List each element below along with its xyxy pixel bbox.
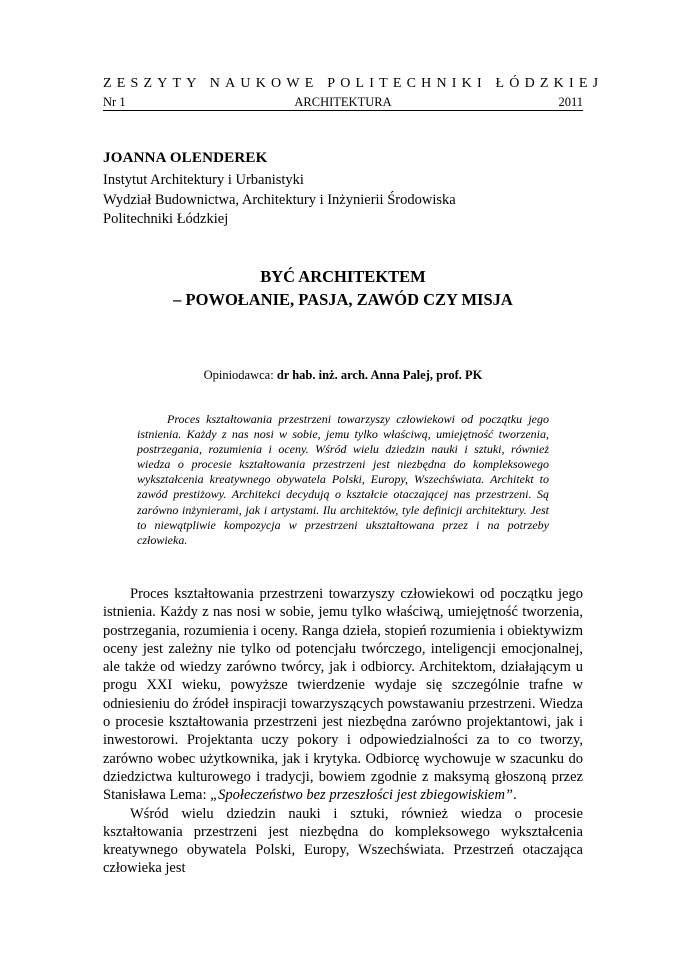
reviewer-label: Opiniodawca: xyxy=(203,368,277,382)
paragraph-text: Proces kształtowania przestrzeni towarzyszy człowiekowi od początku jego istnienia. Każdy z nas nosi w sobie, jemu tylko właściwą, umiejętność tworzenia, postrzegania, rozumienia i oceny. Ranga dzieła, stopień rozumienia i obiektywizm oceny jest zależny nie tylko od potencjału twórczego, inteligencji emocjonalnej, ale także od wiedzy zarówno twórcy, jak i odbiorcy. Architektom, działającym u progu XXI wieku, powyższe twierdzenie wydaje się szczególnie trafne w odniesieniu do źródeł inspiracji towarzyszących powstawaniu przestrzeni. Wiedza o procesie kształtowania przestrzeni jest niezbędna zarówno projektantowi, jak i inwestorowi. Projektanta uczy pokory i odpowiedzialności za to co tworzy, zarówno wobec użytkownika, jak i krytyka. Odbiorcę wychowuje w szacunku do dziedzictwa kulturowego i tradycji, bowiem zgodnie z maksymą głoszoną przez Stanisława Lema: xyxy=(103,586,583,804)
reviewer-name: dr hab. inż. arch. Anna Palej, prof. PK xyxy=(276,368,483,382)
journal-series-title: ZESZYTY NAUKOWE POLITECHNIKI ŁÓDZKIEJ xyxy=(103,76,604,91)
body-paragraph: Wśród wielu dziedzin nauki i sztuki, również wiedza o procesie kształtowania przestrzeni jest niezbędna do kompleksowego wykształcenia kreatywnego obywatela Polski, Europy, Wszechświata. Przestrzeń otaczająca człowieka jest xyxy=(103,805,583,877)
header-rule xyxy=(103,110,583,111)
paper-title-line: BYĆ ARCHITEKTEM xyxy=(260,267,426,286)
lem-quote: „Społeczeństwo bez przeszłości jest zbiegowiskiem” xyxy=(210,787,513,804)
paper-title xyxy=(103,265,583,311)
author-name: JOANNA OLENDEREK xyxy=(103,150,268,166)
issue-year: 2011 xyxy=(558,95,583,109)
reviewer-line xyxy=(103,368,583,383)
journal-section: ARCHITEKTURA xyxy=(294,95,392,109)
body-text xyxy=(103,585,583,878)
affiliation-line: Instytut Architektury i Urbanistyki xyxy=(103,172,304,188)
paragraph-text: . xyxy=(513,787,517,804)
affiliation-line: Politechniki Łódzkiej xyxy=(103,211,229,227)
author-affiliation xyxy=(103,171,456,230)
paper-title-line: – POWOŁANIE, PASJA, ZAWÓD CZY MISJA xyxy=(173,290,513,309)
affiliation-line: Wydział Budownictwa, Architektury i Inżynierii Środowiska xyxy=(103,191,456,208)
issue-number: Nr 1 xyxy=(103,95,126,109)
body-paragraph xyxy=(103,585,583,805)
abstract: Proces kształtowania przestrzeni towarzyszy człowiekowi od początku jego istnienia. Każdy z nas nosi w sobie, jemu tylko właściwą, umiejętność tworzenia, postrzegania, rozumienia i oceny. Wśród wielu dziedzin nauki i sztuki, również wiedza o procesie kształtowania przestrzeni jest niezbędna do kompleksowego wykształcenia kreatywnego obywatela Polski, Europy, Wszechświata. Architekt to zawód prestiżowy. Architekci decydują o kształcie otaczającej nas przestrzeni. Są zarówno inżynierami, jak i artystami. Ilu architektów, tyle definicji architektury. Jest to niewątpliwie kompozycja w przestrzeni ukształtowana przez i na potrzeby człowieka. xyxy=(137,412,549,547)
